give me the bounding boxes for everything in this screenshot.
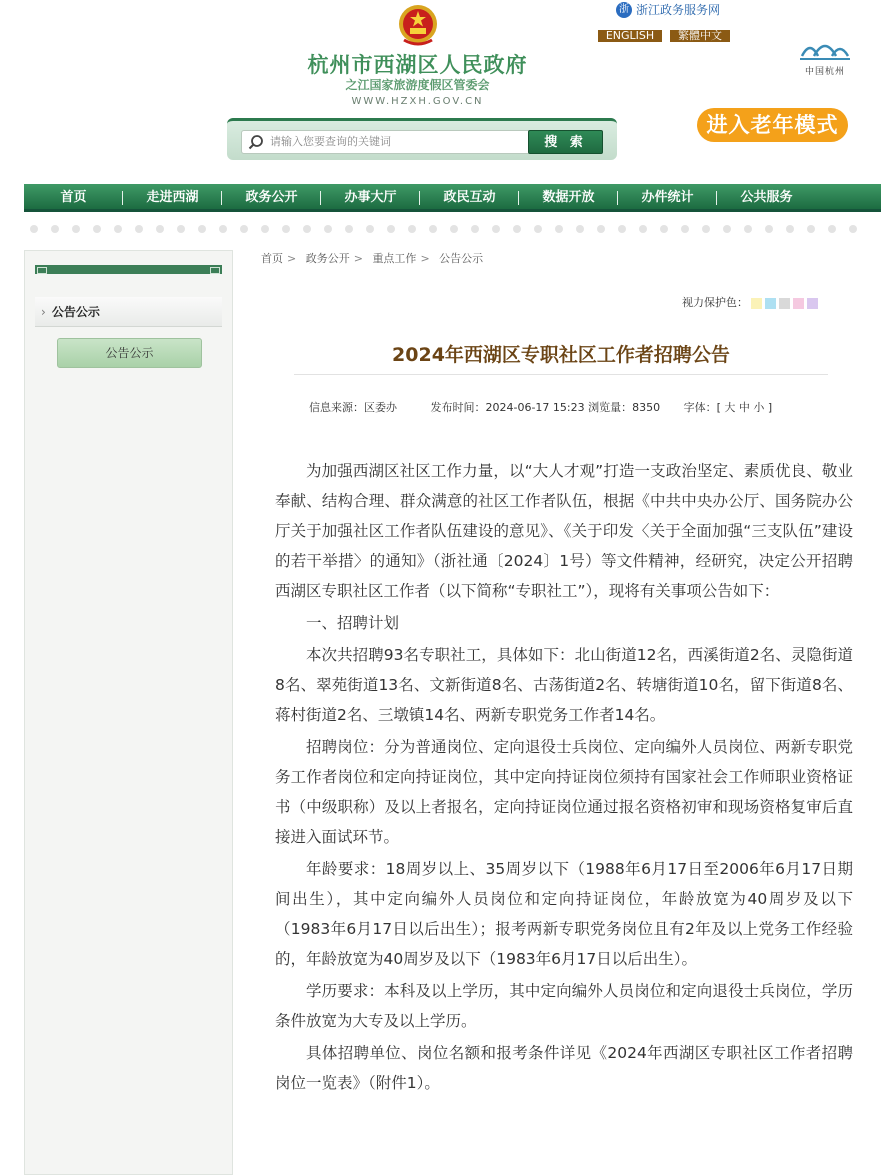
lang-english-link[interactable]: ENGLISH (598, 30, 662, 42)
zjzw-link[interactable] (616, 2, 720, 18)
article-title: 2024年西湖区专职社区工作者招聘公告 (392, 344, 730, 366)
article-meta (309, 400, 772, 416)
site-subtitle: 之江国家旅游度假区管委会 (345, 78, 490, 92)
vision-color-yellow[interactable] (751, 298, 762, 309)
article-paragraph: 本次共招聘93名专职社工，具体如下：北山街道12名，西溪街道2名、灵隐街道8名、翠苑街道13名、文新街道8名、古荡街道2名、转塘街道10名，留下街道8名、蒋村街道2名、三墩镇14名、两新专职党务工作者14名。 (275, 646, 853, 724)
breadcrumb-key-work[interactable]: 重点工作 (372, 252, 417, 265)
site-name: 杭州市西湖区人民政府 (307, 53, 528, 77)
nav-item-about[interactable]: 走进西湖 (123, 184, 222, 209)
article-source: 信息来源：区委办 (309, 401, 397, 414)
zjzw-link-label: 浙江政务服务网 (636, 3, 721, 17)
sidebar-item-announcements[interactable]: 公告公示 (57, 338, 202, 368)
sidebar-decor-bar (35, 265, 222, 274)
sidebar-heading[interactable] (35, 297, 222, 327)
nav-item-open-data[interactable]: 数据开放 (519, 184, 618, 209)
article-paragraph: 学历要求：本科及以上学历，其中定向编外人员岗位和定向退役士兵岗位，学历条件放宽为大专及以上学历。 (275, 982, 853, 1030)
vision-color-purple[interactable] (807, 298, 818, 309)
vision-color-gray[interactable] (779, 298, 790, 309)
national-emblem-icon (394, 2, 442, 50)
article-views: 浏览量：8350 (588, 401, 661, 414)
nav-item-gov-info[interactable]: 政务公开 (222, 184, 321, 209)
search-input[interactable] (241, 130, 531, 154)
hangzhou-logo-text: 中国杭州 (804, 67, 845, 77)
elder-mode-button[interactable]: 进入老年模式 (697, 108, 848, 142)
sidebar (24, 250, 233, 1175)
article-paragraph: 招聘岗位：分为普通岗位、定向退役士兵岗位、定向编外人员岗位、两新专职党务工作者岗位和定向持证岗位，其中定向持证岗位须持有国家社会工作师职业资格证书（中级职称）及以上者报名，定向持证岗位通过报名资格初审和现场资格复审后直接进入面试环节。 (275, 738, 853, 846)
nav-item-public-service[interactable]: 公共服务 (740, 190, 793, 205)
zjzw-logo-icon: 浙 (616, 2, 632, 18)
nav-item-statistics[interactable]: 办件统计 (618, 184, 717, 209)
article-paragraph: 年龄要求：18周岁以上、35周岁以下（1988年6月17日至2006年6月17日期间出生），其中定向编外人员岗位和定向持证岗位，年龄放宽为40周岁及以下（1983年6月17日以后出生）；报考两新专职党务岗位且有2年及以上党务工作经验的，年龄放宽为40周岁及以下（1983年6月17日以后出生）。 (275, 860, 853, 968)
search-placeholder: 请输入您要查询的关键词 (270, 135, 391, 148)
vision-protection-colors (682, 296, 818, 310)
vision-label: 视力保护色： (682, 296, 748, 309)
hangzhou-logo (796, 34, 854, 78)
chevron-right-icon: › (41, 305, 46, 319)
breadcrumb-home[interactable]: 首页 (261, 252, 283, 265)
article-body (275, 456, 853, 1100)
lang-traditional-link[interactable]: 繁體中文 (670, 30, 730, 42)
article-publish-time: 发布时间：2024-06-17 15:23 (430, 401, 585, 414)
nav-item-interaction[interactable]: 政民互动 (420, 184, 519, 209)
breadcrumb-announcements[interactable]: 公告公示 (439, 252, 484, 265)
article-paragraph: 具体招聘单位、岗位名额和报考条件详见《2024年西湖区专职社区工作者招聘岗位一览表》（附件1）。 (275, 1044, 853, 1092)
sidebar-heading-label: 公告公示 (51, 305, 100, 319)
article-section-heading: 一、招聘计划 (306, 614, 400, 632)
hangzhou-logo-icon (796, 34, 854, 62)
font-size-control[interactable]: 字体：[ 大 中 小 ] (683, 401, 773, 414)
search-button[interactable]: 搜 索 (528, 130, 603, 154)
nav-item-services[interactable]: 办事大厅 (321, 184, 420, 209)
vision-color-pink[interactable] (793, 298, 804, 309)
article-paragraph: 为加强西湖区社区工作力量，以“大人才观”打造一支政治坚定、素质优良、敬业奉献、结构合理、群众满意的社区工作者队伍，根据《中共中央办公厅、国务院办公厅关于加强社区工作者队伍建设的意见》、《关于印发〈关于全面加强“三支队伍”建设的若干举措〉的通知》（浙社通〔2024〕1号）等文件精神，经研究，决定公开招聘西湖区专职社区工作者（以下简称“专职社工”），现将有关事项公告如下： (275, 462, 853, 600)
breadcrumb: 首页 > 政务公开 > 重点工作 > 公告公示 (261, 252, 484, 265)
title-divider (294, 374, 828, 375)
vision-color-blue[interactable] (765, 298, 776, 309)
search-icon (248, 134, 264, 150)
main-nav (24, 184, 881, 212)
breadcrumb-gov-info[interactable]: 政务公开 (305, 252, 350, 265)
search-bar (227, 118, 617, 160)
decorative-dots (30, 225, 881, 233)
nav-item-home[interactable]: 首页 (24, 184, 123, 209)
site-url: WWW.HZXH.GOV.CN (351, 96, 484, 107)
